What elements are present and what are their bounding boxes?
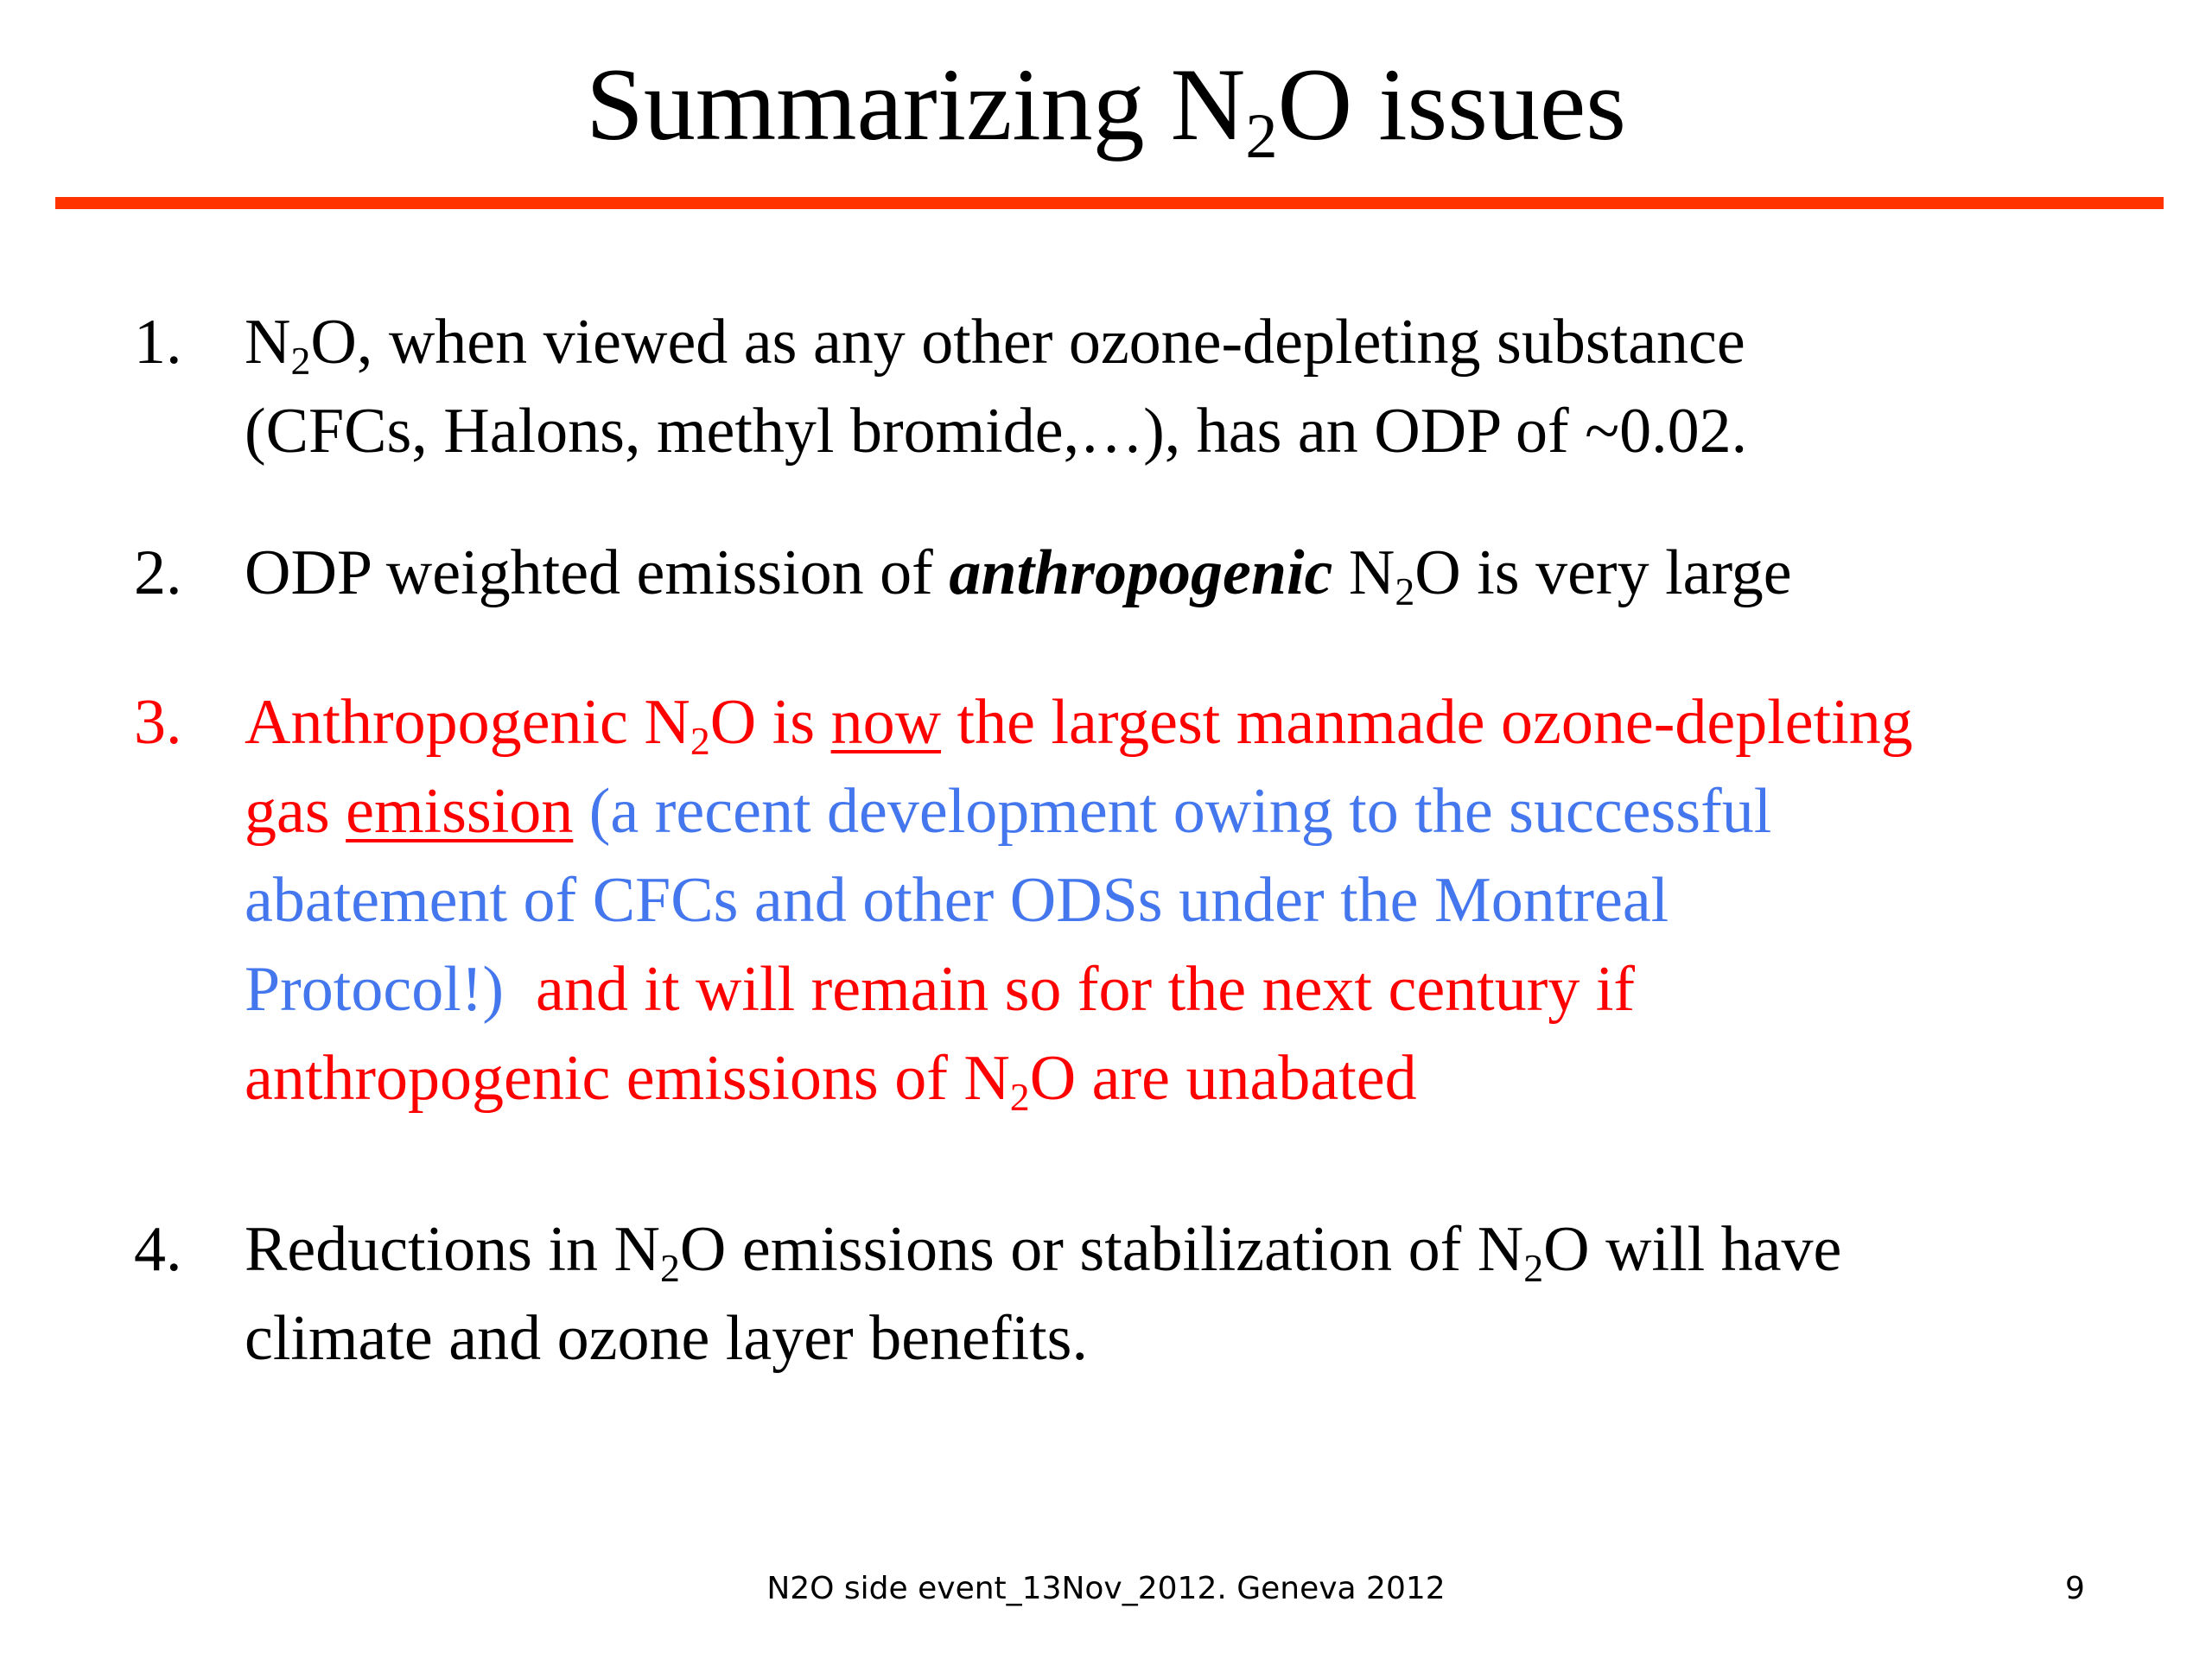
item-4-line-2: climate and ozone layer benefits. xyxy=(245,1303,1088,1374)
blue-text: Protocol!) xyxy=(245,954,505,1025)
subscript: 2 xyxy=(1395,569,1415,613)
text-run: O are unabated xyxy=(1029,1043,1417,1114)
text-run: O is very large xyxy=(1414,537,1792,608)
item-1-line-1 xyxy=(245,298,2212,387)
title-text-start: Summarizing N xyxy=(586,47,1246,162)
title-text-end: O issues xyxy=(1277,47,1626,162)
subscript: 2 xyxy=(290,338,311,383)
list-number: 4. xyxy=(134,1214,182,1285)
text-run: O will have xyxy=(1543,1214,1842,1285)
emphasis-text: anthropogenic xyxy=(949,537,1333,608)
item-3-line-2 xyxy=(245,767,2212,856)
underlined-text: emission xyxy=(346,776,574,847)
item-3-line-3: abatement of CFCs and other ODSs under the Montreal xyxy=(245,865,1669,936)
list-item-text xyxy=(245,1205,2212,1383)
list-item-text xyxy=(245,298,2212,476)
list-number: 3. xyxy=(134,687,182,758)
list-item-text xyxy=(245,678,2212,1123)
subscript: 2 xyxy=(659,1245,680,1290)
text-run: O, when viewed as any other ozone-depleting substance xyxy=(310,307,1745,378)
text-run: the largest manmade ozone-depleting xyxy=(941,687,1913,758)
text-run: O emissions or stabilization of N xyxy=(679,1214,1524,1285)
text-run: Reductions in N xyxy=(245,1214,660,1285)
text-run: anthropogenic emissions of N xyxy=(245,1043,1010,1114)
page-number: 9 xyxy=(2065,1571,2085,1606)
text-run: gas xyxy=(245,776,346,847)
text-run: and it will remain so for the next century if xyxy=(504,954,1636,1025)
underlined-text: now xyxy=(830,687,942,758)
item-3-line-4 xyxy=(245,945,2212,1034)
subscript: 2 xyxy=(690,718,710,763)
text-run: N xyxy=(1332,537,1395,608)
text-run: O is xyxy=(709,687,831,758)
title-divider xyxy=(55,197,2164,209)
subscript: 2 xyxy=(1523,1245,1544,1290)
subscript: 2 xyxy=(1009,1074,1030,1119)
list-item-text xyxy=(245,529,2212,618)
item-3-line-1 xyxy=(245,678,2212,767)
title-subscript: 2 xyxy=(1245,100,1278,172)
item-1-line-2: (CFCs, Halons, methyl bromide,…), has an ODP of ~0.02. xyxy=(245,396,1748,467)
list-number: 2. xyxy=(134,537,182,608)
text-run: ODP weighted emission of xyxy=(245,537,950,608)
slide-title xyxy=(0,47,2212,172)
blue-text: (a recent development owing to the successful xyxy=(573,776,1772,847)
footer-caption: N2O side event_13Nov_2012. Geneva 2012 xyxy=(766,1571,1446,1606)
text-run: Anthropogenic N xyxy=(245,687,690,758)
item-3-line-5 xyxy=(245,1034,2212,1123)
text-run: N xyxy=(245,307,291,378)
item-4-line-1 xyxy=(245,1205,2212,1294)
list-number: 1. xyxy=(134,307,182,378)
